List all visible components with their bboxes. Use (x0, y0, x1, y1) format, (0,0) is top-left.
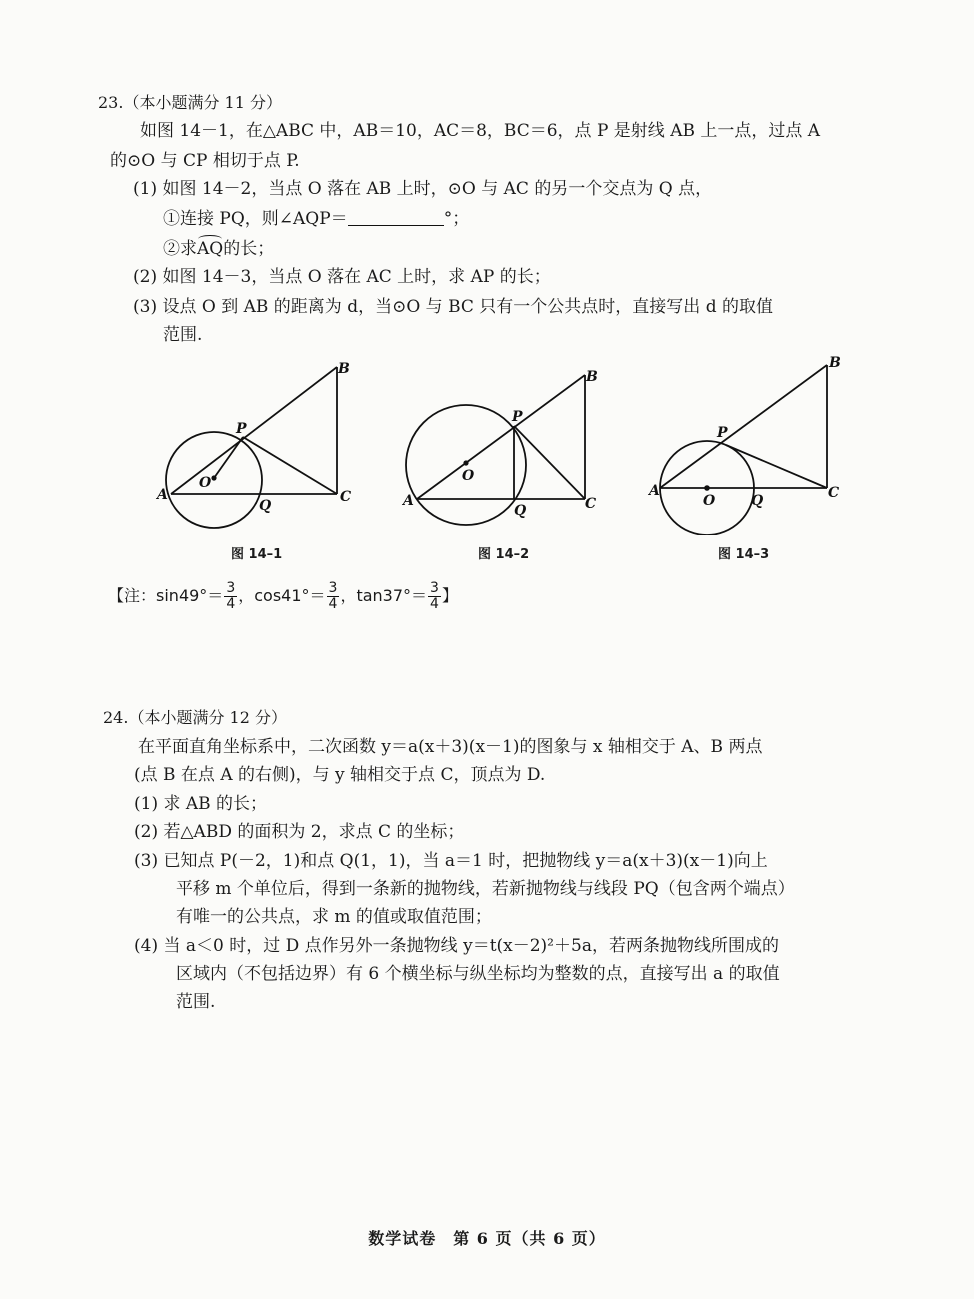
point-o (211, 475, 216, 480)
label-b: B (829, 355, 841, 371)
segment-cp (514, 426, 585, 499)
label-c: C (585, 496, 597, 512)
label-q: Q (751, 493, 764, 509)
segment-ab (171, 367, 337, 494)
label-p: P (236, 421, 247, 437)
label-c: C (340, 489, 352, 505)
note-sin: sin49°＝ (156, 586, 224, 605)
point-o (463, 460, 468, 465)
q23-intro-line2: 的⊙O 与 CP 相切于点 P. (110, 151, 300, 171)
q23-part1-sub1-text: ①连接 PQ，则∠AQP＝ (163, 209, 348, 229)
label-q: Q (259, 498, 272, 514)
label-q: Q (514, 503, 527, 519)
q24-intro-line1: 在平面直角坐标系中，二次函数 y＝a(x＋3)(x－1)的图象与 x 轴相交于 A、B 两点 (138, 737, 763, 757)
q24-part1: (1) 求 AB 的长； (134, 794, 268, 814)
label-o: O (199, 475, 212, 491)
caption-14-1: 图 14–1 (231, 547, 283, 562)
q24-part4-line1: (4) 当 a＜0 时，过 D 点作另外一条抛物线 y＝t(x－2)²＋5a，若两条抛物线所围成的 (134, 936, 779, 956)
note-close: 】 (441, 586, 458, 605)
segment-cp (243, 437, 337, 494)
note-tan: ，tan37°＝ (340, 586, 428, 605)
label-p: P (717, 425, 728, 441)
q23-part3-line2: 范围. (163, 325, 203, 345)
label-o: O (462, 468, 475, 484)
q23-heading: 23.（本小题满分 11 分） (98, 93, 282, 112)
fraction: $\frac{3}{4}$ (328, 580, 338, 612)
q23-part1-sub2-pre: ②求 (163, 239, 197, 259)
caption-14-2: 图 14–2 (478, 547, 530, 562)
q23-part1-sub2-post: 的长； (223, 239, 275, 259)
q23-part1: (1) 如图 14－2，当点 O 落在 AB 上时，⊙O 与 AC 的另一个交点为 Q 点， (133, 179, 713, 199)
q24-heading: 24.（本小题满分 12 分） (103, 708, 287, 727)
fraction: $\frac{3}{4}$ (226, 580, 236, 612)
q23-intro-line1: 如图 14－1，在△ABC 中，AB＝10，AC＝8，BC＝6，点 P 是射线 AB 上一点，过点 A (140, 121, 821, 141)
segment-ab (417, 375, 585, 499)
note-open: 【注： (108, 586, 157, 605)
arc-aq: AQ (197, 239, 224, 259)
point-o (704, 485, 710, 491)
answer-blank (348, 209, 444, 226)
label-a: A (157, 487, 168, 503)
q23-part2: (2) 如图 14－3，当点 O 落在 AC 上时，求 AP 的长； (133, 267, 551, 287)
page-footer: 数学试卷 第 6 页（共 6 页） (368, 1229, 606, 1248)
trig-note (108, 578, 458, 614)
fraction: $\frac{3}{4}$ (430, 580, 439, 612)
note-cos: ，cos41°＝ (238, 586, 326, 605)
q23-part1-sub1 (163, 208, 469, 230)
label-o: O (703, 493, 716, 509)
q23-part3-line1: (3) 设点 O 到 AB 的距离为 d，当⊙O 与 BC 只有一个公共点时，直接写出 d 的取值 (133, 297, 773, 317)
q24-part3-line3: 有唯一的公共点，求 m 的值或取值范围； (176, 907, 492, 927)
q23-part1-sub2 (163, 238, 274, 260)
q24-part3-line1: (3) 已知点 P(－2，1)和点 Q(1，1)，当 a＝1 时，把抛物线 y＝a(x＋3)(x－1)向上 (134, 851, 768, 871)
figure-14-2 (395, 360, 615, 540)
q24-part2: (2) 若△ABD 的面积为 2，求点 C 的坐标； (134, 822, 465, 842)
figure-14-3 (640, 345, 860, 535)
q24-part4-line3: 范围. (176, 992, 216, 1012)
q24-intro-line2: (点 B 在点 A 的右侧)，与 y 轴相交于点 C，顶点为 D. (134, 765, 546, 785)
label-p: P (512, 409, 523, 425)
label-c: C (828, 485, 840, 501)
degree-suffix: °； (443, 209, 470, 229)
caption-14-3: 图 14–3 (718, 547, 770, 562)
label-b: B (586, 369, 598, 385)
segment-ab (660, 365, 827, 488)
segment-cp (726, 445, 827, 488)
label-b: B (338, 361, 350, 377)
label-a: A (403, 493, 414, 509)
figure-14-1 (140, 355, 370, 535)
q24-part4-line2: 区域内（不包括边界）有 6 个横坐标与纵坐标均为整数的点，直接写出 a 的取值 (176, 964, 780, 984)
q24-part3-line2: 平移 m 个单位后，得到一条新的抛物线，若新抛物线与线段 PQ（包含两个端点） (176, 879, 795, 899)
label-a: A (649, 483, 660, 499)
